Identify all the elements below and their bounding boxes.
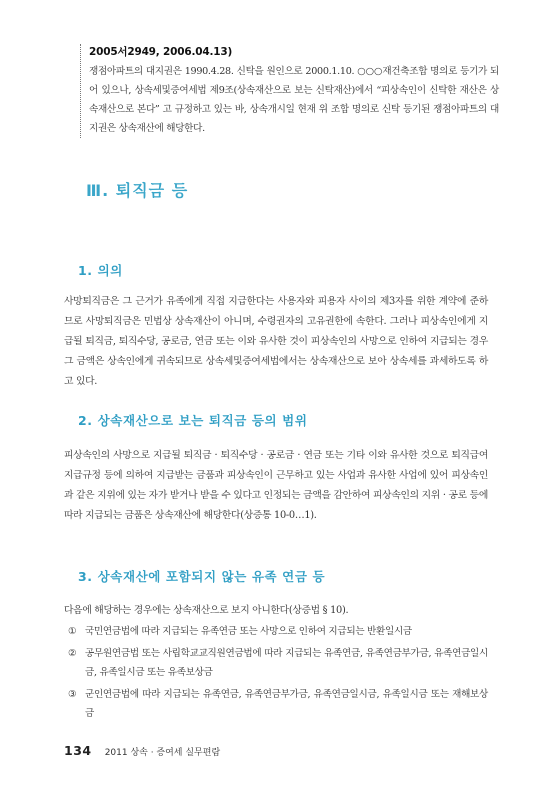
case-body: 쟁점아파트의 대지권은 1990.4.28. 신탁을 원인으로 2000.1.10. ○○○재건축조합 명의로 등기가 되어 있으나, 상속세및증여세법 제9조(상속재산으로 보는 신탁재산)에서 “피상속인이 신탁한 재산은 상속재산으로 본다” 고 규정하고 있는 바, 상속개시일 현재 위 조합 명의로 신탁 등기된 쟁점아파트의 대지권은 상속재산에 해당한다. [89, 66, 499, 134]
case-citation-box [80, 44, 499, 138]
subsection-body-1: 사망퇴직금은 그 근거가 유족에게 직접 지급한다는 사용자와 피용자 사이의 제3자를 위한 계약에 준하므로 사망퇴직금은 민법상 상속재산이 아니며, 수령권자의 고유권한에 속한다. 그러나 피상속인에게 지급될 퇴직금, 퇴직수당, 공로금, 연금 또는 이와 유사한 것이 피상속인의 사망으로 인하여 지급되는 경우 그 금액은 상속인에게 귀속되므로 상속세및증여세법에서는 상속재산으로 보아 상속세를 과세하도록 하고 있다. [64, 296, 488, 387]
subsection-body-3: 다음에 해당하는 경우에는 상속재산으로 보지 아니한다(상증법 § 10). [64, 605, 349, 616]
case-title: 2005서2949, 2006.04.13) [89, 46, 233, 58]
list-item-text: 군인연금법에 따라 지급되는 유족연금, 유족연금부가금, 유족연금일시금, 유족일시금 또는 재해보상금 [85, 688, 488, 719]
list-item-number: ② [68, 647, 77, 659]
section-title: Ⅲ. 퇴직금 등 [86, 181, 189, 200]
page-footer [64, 740, 220, 759]
subsection-heading-1: 1. 의의 [78, 263, 123, 278]
list-item-number: ① [68, 626, 77, 637]
page-number: 134 [64, 743, 92, 758]
subsection-body-2: 피상속인의 사망으로 지급될 퇴직금 · 퇴직수당 · 공로금 · 연금 또는 기타 이와 유사한 것으로 퇴직급여지급규정 등에 의하여 지급받는 금품과 피상속인이 근무하고 있는 사업과 유사한 사업에 있어 피상속인과 같은 지위에 있는 자가 받거나 받을 수 있다고 인정되는 금액을 감안하여 피상속인의 지위 · 공로 등에 따라 지급되는 금품은 상속재산에 해당한다(상증통 10-0…1). [64, 450, 488, 521]
list-item [68, 622, 488, 642]
list-item-number: ③ [68, 688, 77, 700]
exclusion-list [68, 622, 488, 726]
list-item [68, 685, 488, 724]
subsection-heading-2: 2. 상속재산으로 보는 퇴직금 등의 범위 [78, 413, 308, 428]
subsection-heading-3: 3. 상속재산에 포함되지 않는 유족 연금 등 [78, 569, 326, 584]
footer-book-title: 2011 상속 · 증여세 실무편람 [104, 748, 221, 758]
list-item-text: 국민연금법에 따라 지급되는 유족연금 또는 사망으로 인하여 지급되는 반환일시금 [85, 626, 412, 637]
list-item-text: 공무원연금법 또는 사립학교교직원연금법에 따라 지급되는 유족연금, 유족연금부가금, 유족연금일시금, 유족일시금 또는 유족보상금 [85, 647, 488, 678]
list-item [68, 644, 488, 683]
